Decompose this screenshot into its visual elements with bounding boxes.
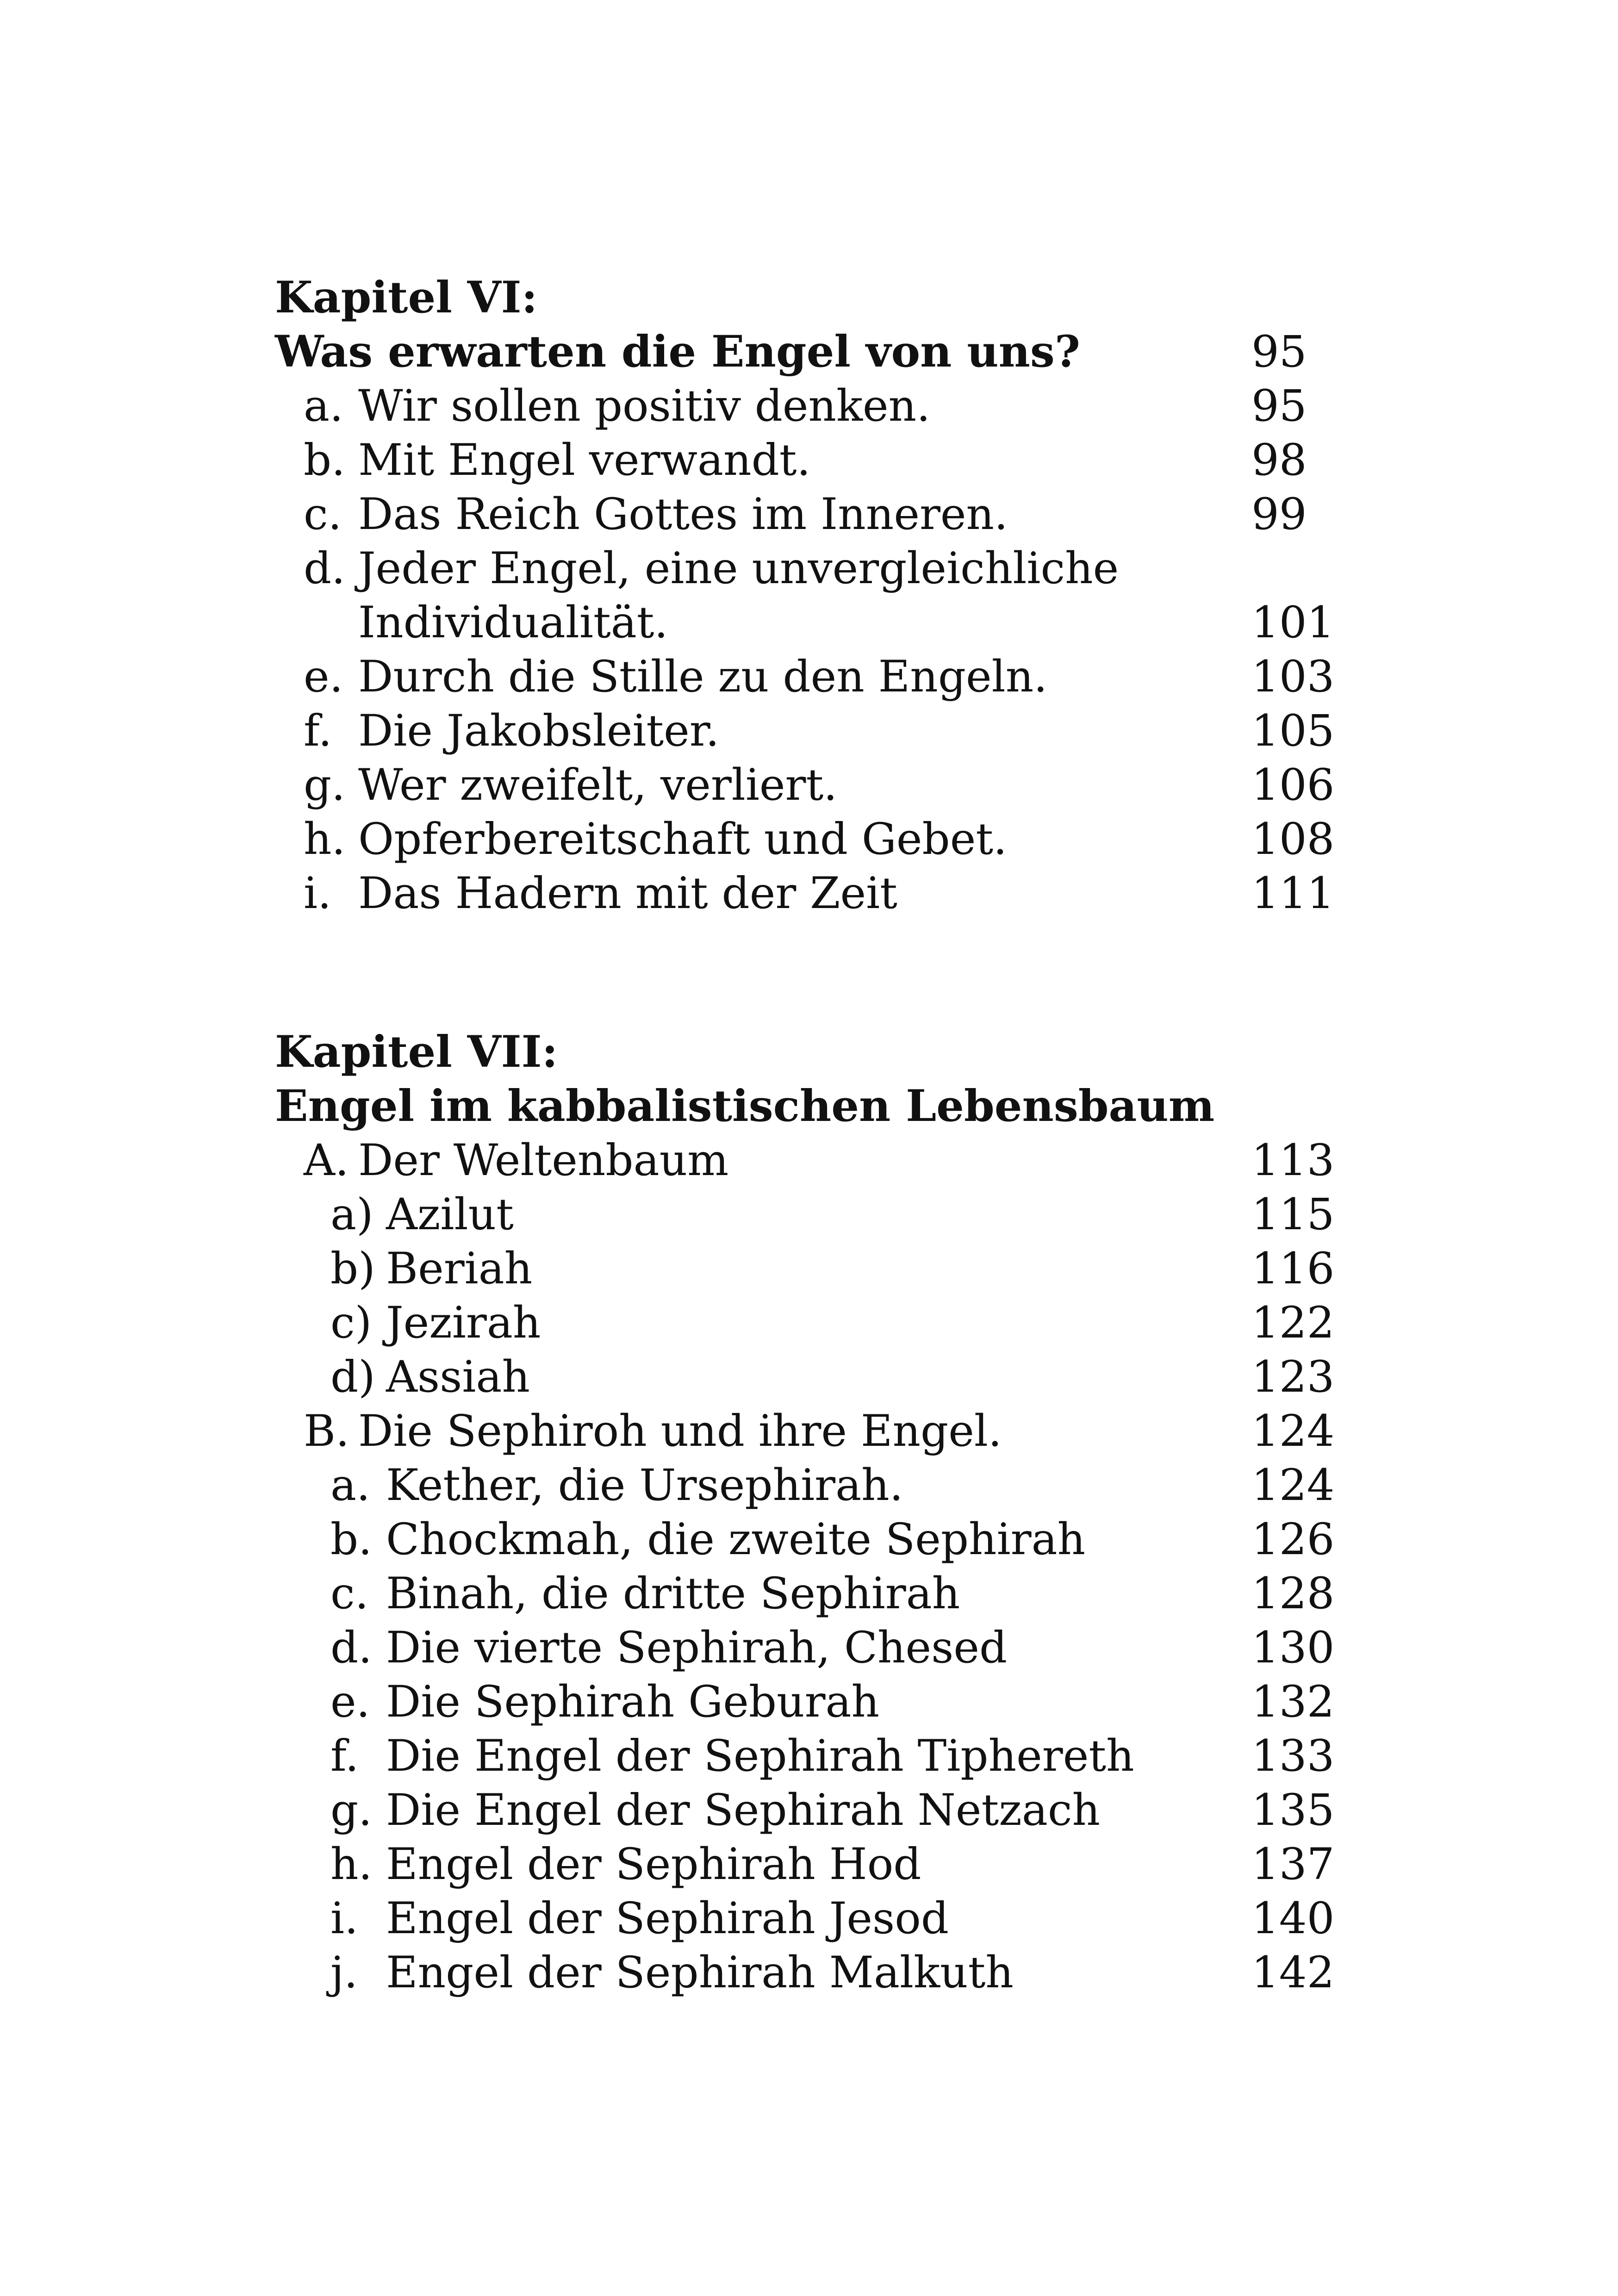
chapter-section: [275, 271, 1395, 921]
entry-marker: d.: [304, 543, 346, 594]
entry-marker: j.: [330, 1948, 358, 1998]
entry-marker: a.: [304, 381, 343, 431]
entry-marker: e.: [330, 1677, 370, 1727]
entry-marker: g.: [330, 1785, 373, 1836]
toc-entry[interactable]: [275, 1892, 1395, 1946]
entry-page: 124: [1251, 1406, 1335, 1456]
entry-page: 113: [1251, 1135, 1335, 1186]
chapter-section: [275, 1025, 1395, 2000]
toc-entry[interactable]: [275, 379, 1395, 433]
entry-page: 126: [1251, 1514, 1335, 1565]
toc-entry[interactable]: [275, 1404, 1395, 1458]
entry-page: 128: [1251, 1568, 1335, 1619]
entry-marker: i.: [330, 1893, 358, 1944]
toc-entry[interactable]: [275, 1350, 1395, 1404]
entry-page: 111: [1251, 868, 1335, 919]
entry-marker: b.: [330, 1514, 373, 1565]
toc-entry[interactable]: [275, 812, 1395, 866]
entry-page: 99: [1251, 489, 1307, 540]
chapter-label: Kapitel VII:: [275, 1027, 558, 1077]
entry-marker: i.: [304, 868, 331, 919]
entry-marker: h.: [304, 814, 346, 865]
toc-entry[interactable]: [275, 487, 1395, 541]
entry-page: 115: [1251, 1189, 1335, 1240]
entry-page: 103: [1251, 652, 1335, 702]
entry-marker: c): [330, 1298, 372, 1348]
entry-marker: a): [330, 1189, 373, 1240]
entry-page: 95: [1251, 381, 1307, 431]
entry-title: Der Weltenbaum: [358, 1135, 729, 1186]
entry-page: 101: [1251, 597, 1335, 648]
entry-page: 122: [1251, 1298, 1335, 1348]
entry-marker: d.: [330, 1623, 373, 1673]
entry-title: Die Engel der Sephirah Tiphereth: [386, 1731, 1134, 1781]
entry-title: Wir sollen positiv denken.: [358, 381, 931, 431]
entry-title: Binah, die dritte Sephirah: [386, 1568, 960, 1619]
entry-page: 105: [1251, 706, 1335, 756]
chapter-title-page: 95: [1251, 327, 1307, 377]
toc-entry[interactable]: [275, 758, 1395, 812]
entry-marker: d): [330, 1352, 375, 1402]
entry-page: 137: [1251, 1839, 1335, 1890]
entry-title: Assiah: [386, 1352, 530, 1402]
entry-title: Die Sephirah Geburah: [386, 1677, 880, 1727]
entry-title: Die Engel der Sephirah Netzach: [386, 1785, 1101, 1836]
entry-title: Engel der Sephirah Jesod: [386, 1893, 949, 1944]
entry-marker: b): [330, 1244, 375, 1294]
entry-title: Die Jakobsleiter.: [358, 706, 720, 756]
chapter-label: Kapitel VI:: [275, 272, 538, 323]
entry-page: 116: [1251, 1244, 1335, 1294]
entry-page: 135: [1251, 1785, 1335, 1836]
toc-entry[interactable]: [275, 1837, 1395, 1892]
entry-page: 98: [1251, 435, 1307, 485]
entry-page: 123: [1251, 1352, 1335, 1402]
entry-title: Chockmah, die zweite Sephirah: [386, 1514, 1086, 1565]
entry-title: Azilut: [386, 1189, 514, 1240]
toc-entry[interactable]: [275, 1783, 1395, 1837]
entry-title: Durch die Stille zu den Engeln.: [358, 652, 1048, 702]
entry-marker: c.: [304, 489, 342, 540]
toc-entry[interactable]: [275, 433, 1395, 487]
entry-marker: f.: [304, 706, 332, 756]
entry-page: 108: [1251, 814, 1335, 865]
entry-title: Opferbereitschaft und Gebet.: [358, 814, 1008, 865]
entry-title: Das Hadern mit der Zeit: [358, 868, 897, 919]
entry-title: Kether, die Ursephirah.: [386, 1460, 903, 1511]
entry-marker: c.: [330, 1568, 369, 1619]
entry-page: 132: [1251, 1677, 1335, 1727]
toc-entry[interactable]: [275, 650, 1395, 704]
toc-entry[interactable]: [275, 1512, 1395, 1567]
entry-title: Mit Engel verwandt.: [358, 435, 811, 485]
entry-marker: g.: [304, 760, 346, 810]
toc-entry[interactable]: [275, 704, 1395, 758]
entry-title: Das Reich Gottes im Inneren.: [358, 489, 1008, 540]
entry-page: 124: [1251, 1460, 1335, 1511]
toc-entry[interactable]: [275, 1567, 1395, 1621]
entry-page: 140: [1251, 1893, 1335, 1944]
toc-entry[interactable]: [275, 1729, 1395, 1783]
entry-title: Jeder Engel, eine unvergleichliche: [358, 543, 1119, 594]
entry-page: 133: [1251, 1731, 1335, 1781]
toc-entry[interactable]: [275, 1946, 1395, 2000]
entry-marker: a.: [330, 1460, 370, 1511]
entry-title: Engel der Sephirah Malkuth: [386, 1948, 1014, 1998]
toc-entry[interactable]: [275, 1675, 1395, 1729]
entry-marker: A.: [304, 1135, 349, 1186]
entry-title: Individualität.: [358, 597, 668, 648]
entry-title: Die Sephiroh und ihre Engel.: [358, 1406, 1002, 1456]
toc-entry[interactable]: [275, 1621, 1395, 1675]
toc-entry[interactable]: [275, 1296, 1395, 1350]
toc-entry[interactable]: [275, 1133, 1395, 1188]
entry-title: Engel der Sephirah Hod: [386, 1839, 921, 1890]
entry-page: 130: [1251, 1623, 1335, 1673]
entry-marker: f.: [330, 1731, 359, 1781]
entry-title: Wer zweifelt, verliert.: [358, 760, 838, 810]
toc-entry[interactable]: [275, 1188, 1395, 1242]
toc-entry[interactable]: [275, 866, 1395, 921]
chapter-title: Engel im kabbalistischen Lebensbaum: [275, 1081, 1215, 1132]
entry-title: Jezirah: [386, 1298, 541, 1348]
entry-page: 106: [1251, 760, 1335, 810]
chapter-title: Was erwarten die Engel von uns? 95: [275, 325, 1395, 379]
toc-entry[interactable]: [275, 1458, 1395, 1512]
toc-entry-continuation[interactable]: [275, 596, 1395, 650]
entry-title: Beriah: [386, 1244, 533, 1294]
toc-entry[interactable]: [275, 1242, 1395, 1296]
entry-marker: b.: [304, 435, 346, 485]
entry-marker: h.: [330, 1839, 373, 1890]
entry-marker: e.: [304, 652, 343, 702]
toc-entry[interactable]: [275, 541, 1395, 596]
entry-title: Die vierte Sephirah, Chesed: [386, 1623, 1008, 1673]
entry-marker: B.: [304, 1406, 349, 1456]
entry-page: 142: [1251, 1948, 1335, 1998]
